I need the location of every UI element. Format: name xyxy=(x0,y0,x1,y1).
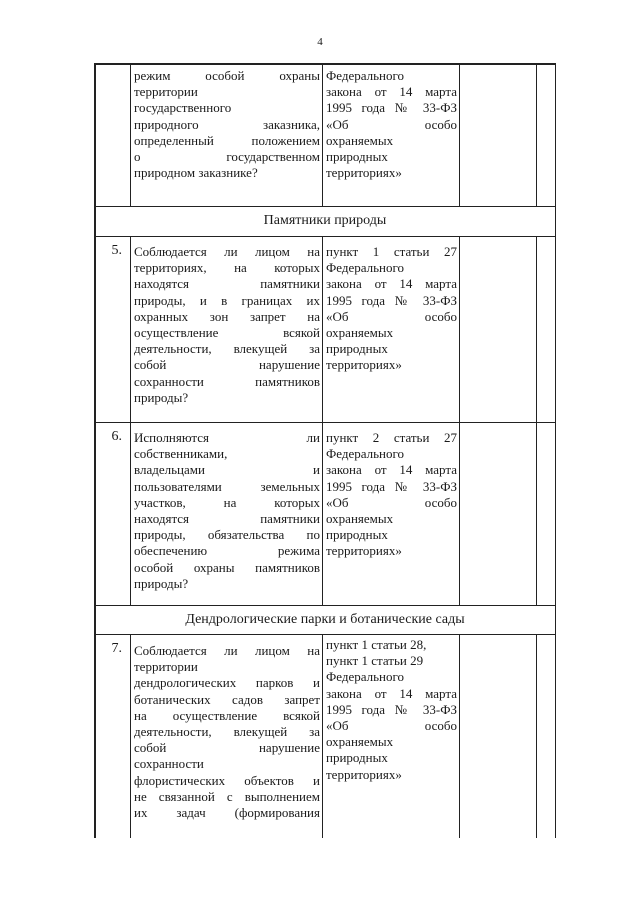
legal-basis-cell xyxy=(326,430,457,560)
column-divider xyxy=(130,236,131,605)
question-cell xyxy=(134,244,320,406)
column-divider xyxy=(322,63,323,206)
text-line: закона от 14 марта xyxy=(326,462,457,478)
column-divider xyxy=(130,634,131,838)
text-line: их задач (формирования xyxy=(134,805,320,821)
text-line: территориях» xyxy=(326,357,402,373)
text-line: природного заказника, xyxy=(134,116,320,132)
legal-basis-cell xyxy=(326,244,457,374)
column-divider xyxy=(130,63,131,206)
text-line: охраняемых xyxy=(326,325,394,341)
text-line: 1995 года № 33-ФЗ xyxy=(326,478,457,494)
text-line: Федерального xyxy=(326,669,405,685)
section-heading: Памятники природы xyxy=(263,213,387,228)
text-line: закона от 14 марта xyxy=(326,84,457,100)
section-heading: Дендрологические парки и ботанические сады xyxy=(185,612,465,627)
text-line: природы, обязательства по xyxy=(134,527,320,543)
text-line: деятельности, влекущей за xyxy=(134,341,320,357)
text-line: собой нарушение xyxy=(134,357,320,373)
text-line: территориях» xyxy=(326,543,402,559)
text-line: дендрологических парков и xyxy=(134,675,320,691)
text-line: закона от 14 марта xyxy=(326,685,457,701)
text-line: территории xyxy=(134,84,198,100)
text-line: пункт 1 статьи 27 xyxy=(326,244,457,259)
text-line: определенный положением xyxy=(134,132,320,148)
text-line: 1995 года № 33-ФЗ xyxy=(326,701,457,717)
text-line: территории xyxy=(134,659,198,675)
question-cell xyxy=(134,643,320,821)
row-number: 7. xyxy=(111,641,122,656)
text-line: территориях, на которых xyxy=(134,260,320,276)
text-line: природы? xyxy=(134,575,189,591)
text-line: природных xyxy=(326,341,388,357)
column-divider xyxy=(536,236,537,605)
text-line: особой охраны памятников xyxy=(134,559,320,575)
text-line: владельцами и xyxy=(134,462,320,478)
question-cell xyxy=(134,68,320,181)
text-line: Соблюдается ли лицом на xyxy=(134,643,320,658)
text-line: природных xyxy=(326,527,388,543)
text-line: режим особой охраны xyxy=(134,68,320,83)
text-line: 1995 года № 33-ФЗ xyxy=(326,100,457,116)
table-top-border xyxy=(95,63,556,65)
text-line: осуществление всякой xyxy=(134,325,320,341)
text-line: находятся памятники xyxy=(134,276,320,292)
text-line: Исполняются ли xyxy=(134,430,320,445)
row-divider xyxy=(95,605,556,606)
text-line: территориях» xyxy=(326,165,402,181)
text-line: флористических объектов и xyxy=(134,772,320,788)
column-divider xyxy=(459,236,460,605)
text-line: природных xyxy=(326,750,388,766)
text-line: не связанной с выполнением xyxy=(134,788,320,804)
text-line: Федерального xyxy=(326,446,405,462)
text-line: 1995 года № 33-ФЗ xyxy=(326,292,457,308)
page-number: 4 xyxy=(317,36,323,48)
column-divider xyxy=(459,63,460,206)
row-divider xyxy=(95,206,556,207)
text-line: собой нарушение xyxy=(134,740,320,756)
row-divider xyxy=(95,634,556,635)
text-line: пользователями земельных xyxy=(134,478,320,494)
text-line: охранных зон запрет на xyxy=(134,308,320,324)
table-right-border xyxy=(555,63,556,838)
row-divider xyxy=(95,422,556,423)
text-line: Федерального xyxy=(326,260,405,276)
text-line: государственного xyxy=(134,100,232,116)
text-line: природы? xyxy=(134,389,189,405)
text-line: охраняемых xyxy=(326,511,394,527)
text-line: собственниками, xyxy=(134,446,228,462)
text-line: «Об особо xyxy=(326,494,457,510)
text-line: Федерального xyxy=(326,68,405,83)
text-line: деятельности, влекущей за xyxy=(134,724,320,740)
text-line: территориях» xyxy=(326,766,402,782)
text-line: «Об особо xyxy=(326,308,457,324)
text-line: ботанических садов запрет xyxy=(134,691,320,707)
text-line: пункт 1 статьи 29 xyxy=(326,653,424,669)
text-line: сохранности памятников xyxy=(134,373,320,389)
column-divider xyxy=(536,63,537,206)
legal-basis-cell xyxy=(326,68,457,181)
column-divider xyxy=(322,634,323,838)
row-number: 5. xyxy=(111,243,122,258)
text-line: природных xyxy=(326,149,388,165)
column-divider xyxy=(322,236,323,605)
text-line: обеспечению режима xyxy=(134,543,320,559)
text-line: пункт 1 статьи 28, xyxy=(326,637,427,652)
column-divider xyxy=(459,634,460,838)
text-line: охраняемых xyxy=(326,132,394,148)
row-number: 6. xyxy=(111,429,122,444)
text-line: на осуществление всякой xyxy=(134,707,320,723)
table-left-border xyxy=(94,63,96,838)
text-line: природы, и в границах их xyxy=(134,292,320,308)
question-cell xyxy=(134,430,320,592)
text-line: охраняемых xyxy=(326,734,394,750)
text-line: «Об особо xyxy=(326,116,457,132)
text-line: участков, на которых xyxy=(134,494,320,510)
text-line: находятся памятники xyxy=(134,511,320,527)
text-line: «Об особо xyxy=(326,718,457,734)
row-divider xyxy=(95,236,556,237)
text-line: о государственном xyxy=(134,149,320,165)
text-line: сохранности xyxy=(134,756,204,772)
text-line: закона от 14 марта xyxy=(326,276,457,292)
column-divider xyxy=(536,634,537,838)
text-line: пункт 2 статьи 27 xyxy=(326,430,457,445)
text-line: природном заказнике? xyxy=(134,165,258,181)
text-line: Соблюдается ли лицом на xyxy=(134,244,320,259)
legal-basis-cell xyxy=(326,637,457,783)
